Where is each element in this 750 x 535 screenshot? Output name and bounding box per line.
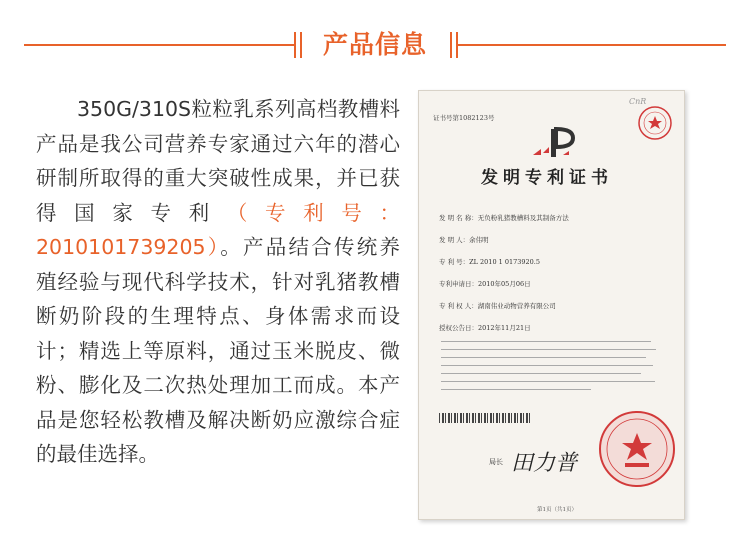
patentee: 专 利 权 人：湖南伟业动物营养有限公司	[439, 302, 556, 310]
seal-top-right	[637, 105, 673, 141]
header-line-left	[24, 44, 294, 46]
header-bar-left-2	[300, 32, 302, 58]
product-description	[36, 92, 400, 472]
patent-number-highlight: （专利号：2010101739205）	[36, 200, 401, 259]
director-label: 局长	[489, 458, 503, 466]
barcode	[439, 413, 531, 423]
header-line-right	[458, 44, 726, 46]
certificate-title: 发明专利证书	[481, 168, 613, 188]
director-signature: 田力普	[511, 451, 578, 476]
description-text-1: 350G/310S粒粒乳系列高档教槽料产品是我公司营养专家通过六年的潜心研制所取得的重大突破性成果，并已获得国家专利	[36, 97, 400, 225]
invention-name: 发 明 名 称：无负粉乳猪教槽料及其制备方法	[439, 214, 569, 222]
certificate-notes	[441, 341, 661, 393]
official-seal	[597, 409, 677, 489]
corner-mark: CnR	[629, 97, 647, 106]
description-text-2: 。产品结合传统养殖经验与现代科学技术，针对乳猪教槽断奶阶段的生理特点、身体需求而设计；精选上等原料，通过玉米脱皮、微粉、膨化及二次热处理加工而成。本产品是您轻松教槽及解决断奶应激综合症的最佳选择。	[36, 235, 400, 466]
patent-emblem	[529, 125, 583, 161]
patent-certificate	[418, 90, 685, 520]
header-bar-left-1	[294, 32, 296, 58]
grant-date: 授权公告日：2012年11月21日	[439, 324, 531, 332]
header-bar-right-1	[450, 32, 452, 58]
filing-date: 专利申请日：2010年05月06日	[439, 280, 531, 288]
certificate-number: 证书号第1082123号	[433, 114, 495, 122]
patent-number: 专 利 号：ZL 2010 1 0173920.5	[439, 258, 540, 266]
page-number: 第1页（共1页）	[537, 507, 577, 513]
section-title: 产品信息	[322, 30, 427, 59]
inventor: 发 明 人：余伟明	[439, 236, 489, 244]
